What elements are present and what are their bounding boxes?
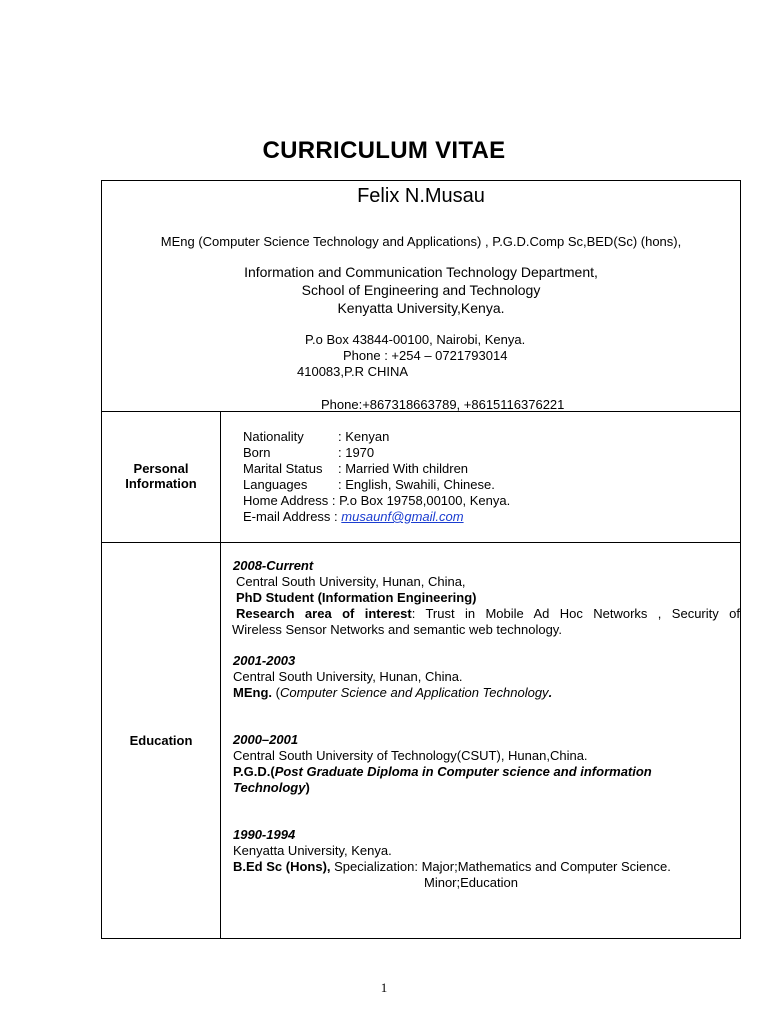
- page-number: 1: [380, 980, 388, 995]
- education-institution: Central South University, Hunan, China.: [233, 669, 463, 684]
- education-institution: Kenyatta University, Kenya.: [233, 843, 392, 858]
- research-label: Research area of interest: [236, 606, 412, 621]
- personal-info-row: [243, 477, 510, 493]
- school: School of Engineering and Technology: [301, 282, 541, 298]
- education-degree: B.Ed Sc (Hons),: [233, 859, 331, 874]
- info-key: Marital Status: [243, 461, 323, 476]
- personal-info-row: [243, 461, 510, 477]
- university: Kenyatta University,Kenya.: [337, 300, 505, 316]
- education-label: Education: [129, 733, 193, 748]
- phone-china: Phone:+867318663789, +8615116376221: [321, 397, 565, 412]
- education-field-continued-line: Technology): [233, 780, 310, 795]
- education-field: Post Graduate Diploma in Computer science and information: [274, 764, 652, 779]
- research-text-continued: Wireless Sensor Networks and semantic web technology.: [232, 622, 562, 637]
- column-divider: [220, 412, 221, 938]
- row-divider: [102, 542, 740, 543]
- degrees-summary: MEng (Computer Science Technology and Applications) , P.G.D.Comp Sc,BED(Sc) (hons),: [160, 234, 682, 249]
- china-postal-code: 410083,P.R CHINA: [297, 364, 409, 379]
- education-institution: Central South University, Hunan, China,: [236, 574, 466, 589]
- education-period: 1990-1994: [233, 827, 296, 842]
- personal-info-row: [243, 429, 510, 445]
- row-divider: [102, 411, 740, 412]
- research-interest-line: [236, 606, 740, 622]
- po-box: P.o Box 43844-00100, Nairobi, Kenya.: [305, 332, 526, 347]
- department: Information and Communication Technology Department,: [244, 264, 598, 280]
- education-period: 2001-2003: [233, 653, 296, 668]
- info-value: : 1970: [338, 445, 375, 460]
- email-link[interactable]: musaunf@gmail.com: [341, 509, 464, 524]
- info-key: Born: [243, 445, 271, 460]
- personal-information-label: Personal Information: [125, 461, 197, 491]
- personal-info-row: [243, 509, 510, 525]
- info-value: : Kenyan: [338, 429, 390, 444]
- info-key: Home Address: [243, 493, 329, 508]
- education-degree: MEng.: [233, 685, 272, 700]
- personal-info-row: [243, 493, 510, 509]
- education-field: Computer Science and Application Technology: [279, 685, 549, 700]
- education-degree: P.G.D.: [233, 764, 271, 779]
- education-period: 2008-Current: [233, 558, 314, 573]
- info-value: : Married With children: [338, 461, 469, 476]
- education-field-continued: Technology: [233, 780, 306, 795]
- info-key: Languages: [243, 477, 308, 492]
- email-key: E-mail Address :: [243, 509, 338, 524]
- education-institution: Central South University of Technology(CSUT), Hunan,China.: [233, 748, 588, 763]
- document-title: CURRICULUM VITAE: [262, 137, 506, 164]
- phone-kenya: Phone : +254 – 0721793014: [343, 348, 508, 363]
- research-text: : Trust in Mobile Ad Hoc Networks , Security of: [411, 606, 740, 621]
- info-value: : English, Swahili, Chinese.: [338, 477, 495, 492]
- education-degree-line: P.G.D.(Post Graduate Diploma in Computer science and information: [233, 764, 652, 779]
- info-key: Nationality: [243, 429, 304, 444]
- education-minor: Minor;Education: [424, 875, 518, 890]
- education-degree-line: MEng. (Computer Science and Application Technology.: [233, 685, 553, 700]
- personal-info-row: [243, 445, 510, 461]
- education-degree: PhD Student (Information Engineering): [236, 590, 477, 605]
- education-degree-line: [233, 859, 671, 875]
- personal-info-list: [243, 429, 510, 525]
- education-specialization: Specialization: Major;Mathematics and Computer Science.: [334, 859, 671, 874]
- info-value: : P.o Box 19758,00100, Kenya.: [331, 493, 511, 508]
- cv-table: [101, 180, 741, 939]
- education-period: 2000–2001: [233, 732, 299, 747]
- candidate-name: Felix N.Musau: [357, 185, 485, 207]
